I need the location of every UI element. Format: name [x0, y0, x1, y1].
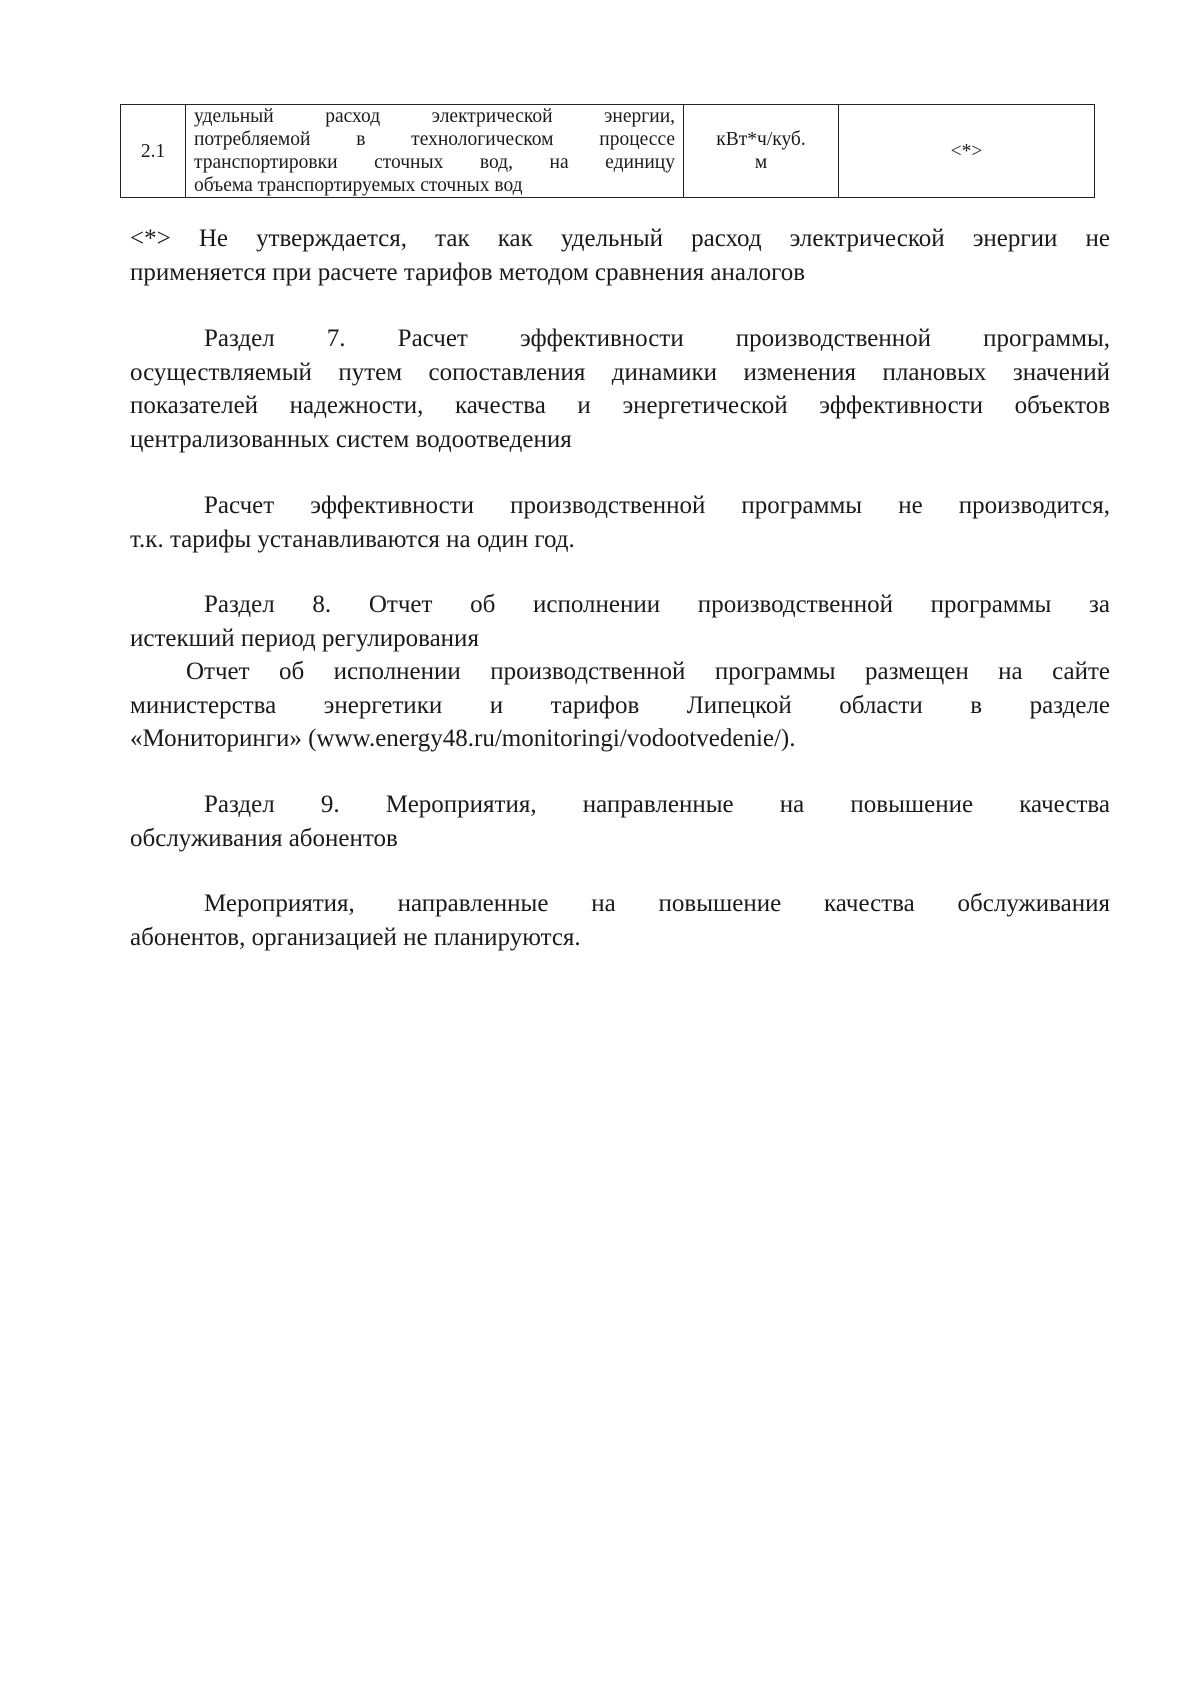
section7-body-line: т.к. тарифы устанавливаются на один год.: [130, 525, 575, 553]
row-number-cell: 2.1: [121, 105, 186, 198]
section8-heading-line: истекший период регулирования: [130, 624, 479, 652]
section7-body-line: Расчет эффективности производственной программы не производится,: [204, 492, 1110, 519]
row-unit-cell: [684, 105, 839, 198]
footnote-line: <*> Не утверждается, так как удельный расход электрической энергии не: [130, 225, 1110, 252]
section8-body: [130, 655, 1110, 756]
footnote: [130, 222, 1110, 289]
description-line: потребляемой в технологическом процессе: [194, 129, 675, 150]
description-line: транспортировки сточных вод, на единицу: [194, 152, 675, 173]
section7-heading-line: централизованных систем водоотведения: [130, 425, 572, 453]
section9-body-line: Мероприятия, направленные на повышение качества обслуживания: [204, 890, 1110, 917]
section7-heading-line: Раздел 7. Расчет эффективности производственной программы,: [204, 325, 1110, 352]
section9-heading: [130, 788, 1110, 855]
unit-line: кВт*ч/куб.: [716, 129, 806, 150]
footnote-line: применяется при расчете тарифов методом сравнения аналогов: [130, 258, 806, 286]
section9-heading-line: обслуживания абонентов: [130, 824, 398, 852]
section9-body-line: абонентов, организацией не планируются.: [130, 923, 581, 951]
row-description-cell: [186, 105, 684, 198]
section7-heading: [130, 322, 1110, 456]
section7-heading-line: показателей надежности, качества и энергетической эффективности объектов: [130, 392, 1110, 419]
section9-body: [130, 887, 1110, 954]
section8-body-line: министерства энергетики и тарифов Липецкой области в разделе: [130, 691, 1110, 719]
unit-line: м: [754, 152, 768, 173]
description-line: объема транспортируемых сточных вод: [194, 175, 523, 196]
indicators-table-wrap: [120, 104, 1095, 198]
indicators-table: [120, 104, 1095, 198]
description-line: удельный расход электрической энергии,: [194, 106, 675, 127]
row-value-cell: <*>: [839, 105, 1095, 198]
section8-body-line: «Мониторинги» (www.energy48.ru/monitoringi/vodootvedenie/).: [130, 725, 796, 752]
section7-heading-line: осуществляемый путем сопоставления динамики изменения плановых значений: [130, 358, 1110, 386]
section8-body-line: Отчет об исполнении производственной программы размещен на сайте: [186, 658, 1110, 685]
table-row: [121, 105, 1095, 198]
section9-heading-line: Раздел 9. Мероприятия, направленные на повышение качества: [204, 791, 1110, 818]
section7-body: [130, 489, 1110, 556]
section8-heading-line: Раздел 8. Отчет об исполнении производственной программы за: [204, 591, 1110, 618]
section8-heading: [130, 588, 1110, 655]
